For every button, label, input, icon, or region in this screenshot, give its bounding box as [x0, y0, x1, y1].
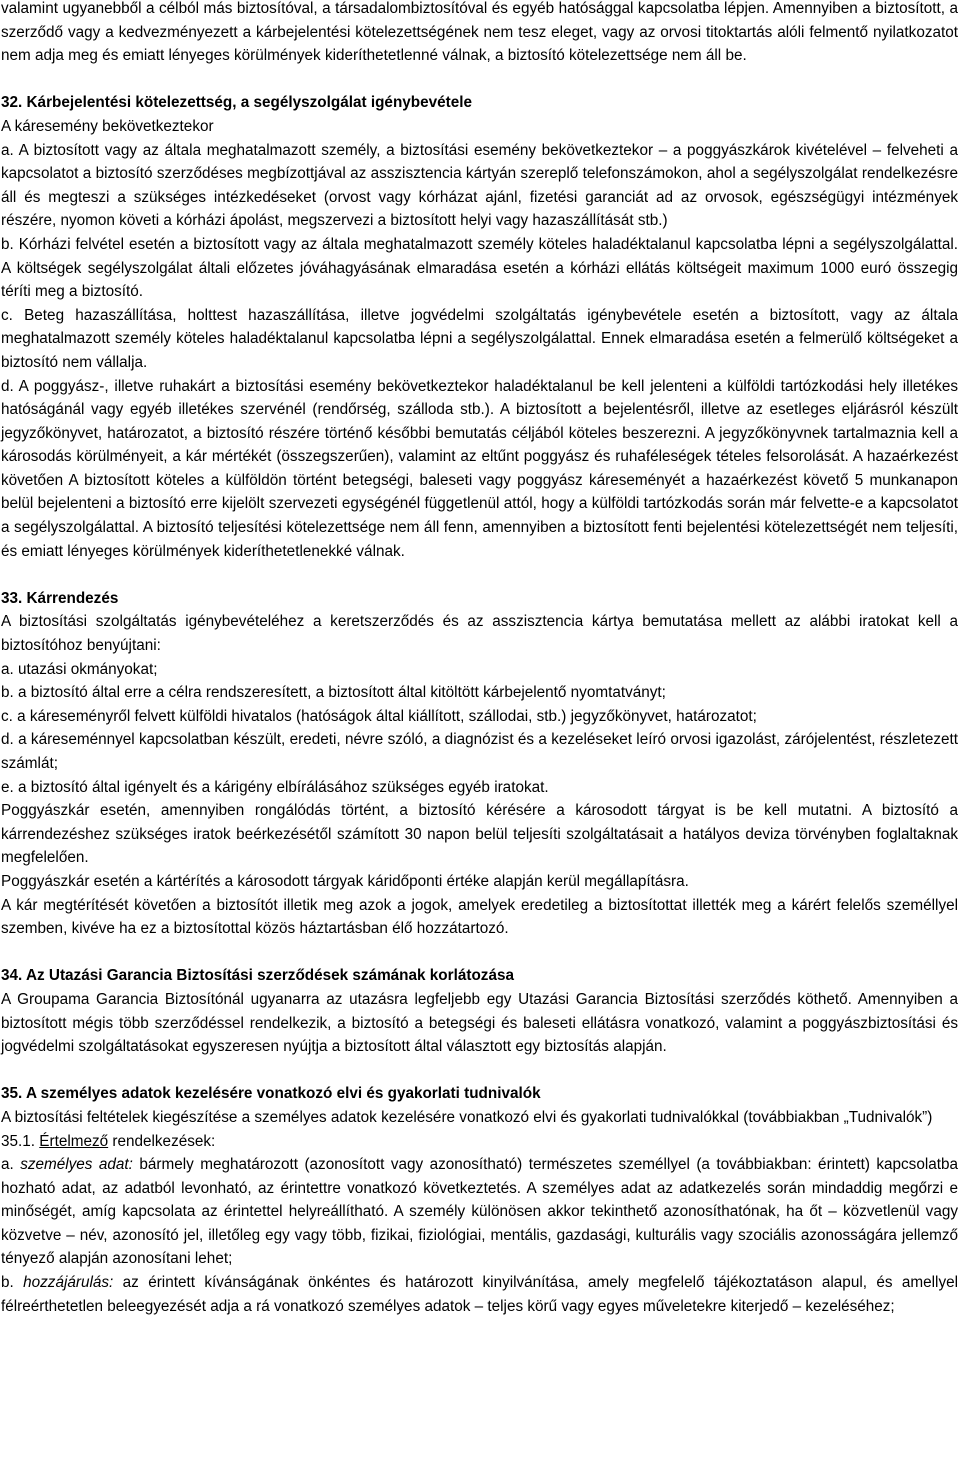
text-run: A káresemény bekövetkeztekor	[1, 117, 214, 135]
section-35-intro	[1, 1106, 958, 1130]
text-run: A biztosítási feltételek kiegészítése a személyes adatok kezelésére vonatkozó elvi és gyakorlati tudnivalókkal (továbbiakban „Tudnivalók”)	[1, 1108, 933, 1126]
section-33-heading	[1, 587, 958, 611]
section-33-item-b	[1, 681, 958, 705]
text-run: a. A biztosított vagy az általa meghatalmazott személy, a biztosítási esemény bekövetkeztekor – a poggyászkárok kivételével – felveheti a kapcsolatot a biztosító szerződéses megbízottjával az asszisztencia kártyán szereplő telefonszámokon, ahol a segélyszolgálat rendelkezésre áll és megteszi a szükséges intézkedéseket (orvost vagy kórházat ajánl, fizetési garanciát ad az orvosok, egészségügyi intézmények részére, nyomon követi a kórházi ápolást, megszervezi a biztosított helyi vagy hazaszállítását stb.)	[1, 141, 958, 230]
text-run: valamint ugyanebből a célból más biztosítóval, a társadalombiztosítóval és egyéb hatósággal kapcsolatba lépjen. Amennyiben a biztosított, a szerződő vagy a kedvezményezett a kárbejelentési kötelezettségének nem tesz eleget, vagy az orvosi titoktartás alóli felmentő nyilatkozatot nem adja meg és emiatt lényeges körülmények kideríthetetlenné válnak, a biztosító kötelezettsége nem áll be.	[1, 0, 958, 65]
text-run: rendelkezések:	[108, 1132, 216, 1150]
section-33-item-e	[1, 776, 958, 800]
text-run: 35.1.	[1, 1132, 40, 1150]
paragraph-claim-consequence	[1, 0, 958, 68]
section-33-baggage-compensation	[1, 870, 958, 894]
text-run: c. Beteg hazaszállítása, holttest hazaszállítása, illetve jogvédelmi szolgáltatás igénybevétele esetén a biztosított, vagy az általa meghatalmazott személy köteles haladéktalanul kapcsolatba lépni a segélyszolgálattal. Ennek elmaradása esetén a felmerülő költségeket a biztosító nem vállalja.	[1, 306, 958, 371]
term-consent: hozzájárulás:	[23, 1274, 114, 1292]
text-run: 33. Kárrendezés	[1, 589, 119, 607]
section-32-subheading	[1, 115, 958, 139]
section-32-heading	[1, 91, 958, 115]
section-35-heading	[1, 1082, 958, 1106]
text-run: A kár megtérítését követően a biztosítót illetik meg azok a jogok, amelyek eredetileg a biztosítottat illették meg a kárért felelős személlyel szemben, kivéve ha ez a biztosítottal közös háztartásban élő hozzátartozó.	[1, 896, 958, 938]
text-run: a. utazási okmányokat;	[1, 660, 158, 678]
section-32-item-b	[1, 233, 958, 304]
text-run: 35. A személyes adatok kezelésére vonatkozó elvi és gyakorlati tudnivalók	[1, 1085, 541, 1103]
section-33-item-a	[1, 658, 958, 682]
text-run: b. Kórházi felvétel esetén a biztosított vagy az általa meghatalmazott személy köteles haladéktalanul kapcsolatba lépni a segélyszolgálattal. A költségek segélyszolgálat általi előzetes jóváhagyásának elmaradása esetén a kórházi ellátás költségeit maximum 1000 euró összegig téríti meg a biztosító.	[1, 235, 958, 301]
text-run: e. a biztosító által igényelt és a kárigény elbírálásához szükséges egyéb iratokat.	[1, 778, 549, 796]
text-run: d. A poggyász-, illetve ruhakárt a biztosítási esemény bekövetkeztekor haladéktalanul be kell jelenteni a külföldi tartózkodási hely illetékes hatóságánál vagy egyéb illetékes szervénél (rendőrség, szálloda stb.). A biztosított a bejelentésről, illetve az esetleges eljárásról készült jegyzőkönyvet, határozatot, a biztosító részére történő későbbi bemutatás céljából köteles beszerezni. A jegyzőkönyvnek tartalmaznia kell a károsodás körülményeit, a kár mértékét (összegszerűen), valamint az eltűnt poggyász és ruhaféleségek tételes felsorolását. A hazaérkezést követően A biztosított köteles a külföldön történt betegségi, baleseti vagy poggyász káreseményét a hazaérkezést követő 5 munkanapon belül bejelenteni a biztosító erre kijelölt szervezeti egységénél függetlenül attól, hogy a külföldi tartózkodás során már felvette-e a kapcsolatot a segélyszolgálattal. A biztosító teljesítési kötelezettsége nem áll fenn, amennyiben a biztosított fenti bejelentési kötelezettségét nem teljesíti, és emiatt lényeges körülmények kideríthetetlenekké válnak.	[1, 377, 958, 560]
text-run: bármely meghatározott (azonosított vagy azonosítható) természetes személlyel (a továbbiakban: érintett) kapcsolatba hozható adat, az adatból levonható, az érintettre vonatkozó következtetés. A személyes adat az adatkezelés során mindaddig megőrzi e minőségét, amíg kapcsolata az érintettel helyreállítható. A személy különösen akkor tekinthető azonosíthatónak, ha őt – közvetlenül vagy közvetve – név, azonosító jel, illetőleg egy vagy több, fizikai, fiziológiai, mentális, gazdasági, kulturális vagy szociális azonosságára jellemző tényező alapján azonosítani lehet;	[1, 1156, 958, 1268]
text-run: Poggyászkár esetén, amennyiben rongálódás történt, a biztosító kérésére a károsodott tárgyat is be kell mutatni. A biztosító a kárrendezéshez szükséges iratok beérkezésétől számított 30 napon belül teljesíti szolgáltatásait a hatályos deviza törvényben foglaltaknak megfelelően.	[1, 802, 958, 867]
text-run: A biztosítási szolgáltatás igénybevételéhez a keretszerződés és az asszisztencia kártya bemutatása mellett az alábbi iratokat kell a biztosítóhoz benyújtani:	[1, 613, 958, 655]
section-33-intro	[1, 610, 958, 657]
section-32-item-c	[1, 304, 958, 375]
text-run: 32. Kárbejelentési kötelezettség, a segélyszolgálat igénybevétele	[1, 94, 473, 112]
section-33-item-c	[1, 705, 958, 729]
text-run: b. a biztosító által erre a célra rendszeresített, a biztosított által kitöltött kárbejelentő nyomtatványt;	[1, 684, 666, 702]
text-run: Poggyászkár esetén a kártérítés a károsodott tárgyak káridőponti értéke alapján kerül megállapításra.	[1, 872, 689, 890]
text-run: a.	[1, 1156, 21, 1174]
section-32-item-a	[1, 139, 958, 233]
section-35-1-heading	[1, 1130, 958, 1154]
definition-consent	[1, 1271, 958, 1318]
text-run-underlined: Értelmező	[39, 1132, 109, 1150]
section-33-baggage-damage	[1, 799, 958, 870]
section-34-heading	[1, 964, 958, 988]
text-run: az érintett kívánságának önkéntes és határozott kinyilvánítása, amely megfelelő tájékoztatáson alapul, és amellyel félreérthetetlen beleegyezését adja a rá vonatkozó személyes adatok – teljes körű vagy egyes műveletekre kiterjedő – kezeléséhez;	[1, 1274, 958, 1315]
section-32-item-d	[1, 375, 958, 564]
term-personal-data: személyes adat:	[20, 1156, 133, 1174]
text-run: d. a káreseménnyel kapcsolatban készült, eredeti, névre szóló, a diagnózist és a kezeléseket leíró orvosi igazolást, zárójelentést, részletezett számlát;	[1, 731, 958, 772]
text-run: b.	[1, 1274, 24, 1292]
section-33-item-d	[1, 728, 958, 775]
text-run: 34. Az Utazási Garancia Biztosítási szerződések számának korlátozása	[1, 967, 514, 985]
definition-personal-data	[1, 1153, 958, 1271]
section-33-subrogation	[1, 894, 958, 941]
section-34-body	[1, 988, 958, 1059]
text-run: A Groupama Garancia Biztosítónál ugyanarra az utazásra legfeljebb egy Utazási Garancia Biztosítási szerződés köthető. Amennyiben a biztosított mégis több szerződéssel rendelkezik, a biztosító a betegségi és baleseti ellátásra vonatkozó, valamint a poggyászbiztosítási és jogvédelmi szolgáltatásokat egyszeresen nyújtja a biztosított által választott egy biztosítás alapján.	[1, 990, 958, 1056]
text-run: c. a káreseményről felvett külföldi hivatalos (hatóságok által kiállított, szállodai, stb.) jegyzőkönyvet, határozatot;	[1, 707, 757, 725]
